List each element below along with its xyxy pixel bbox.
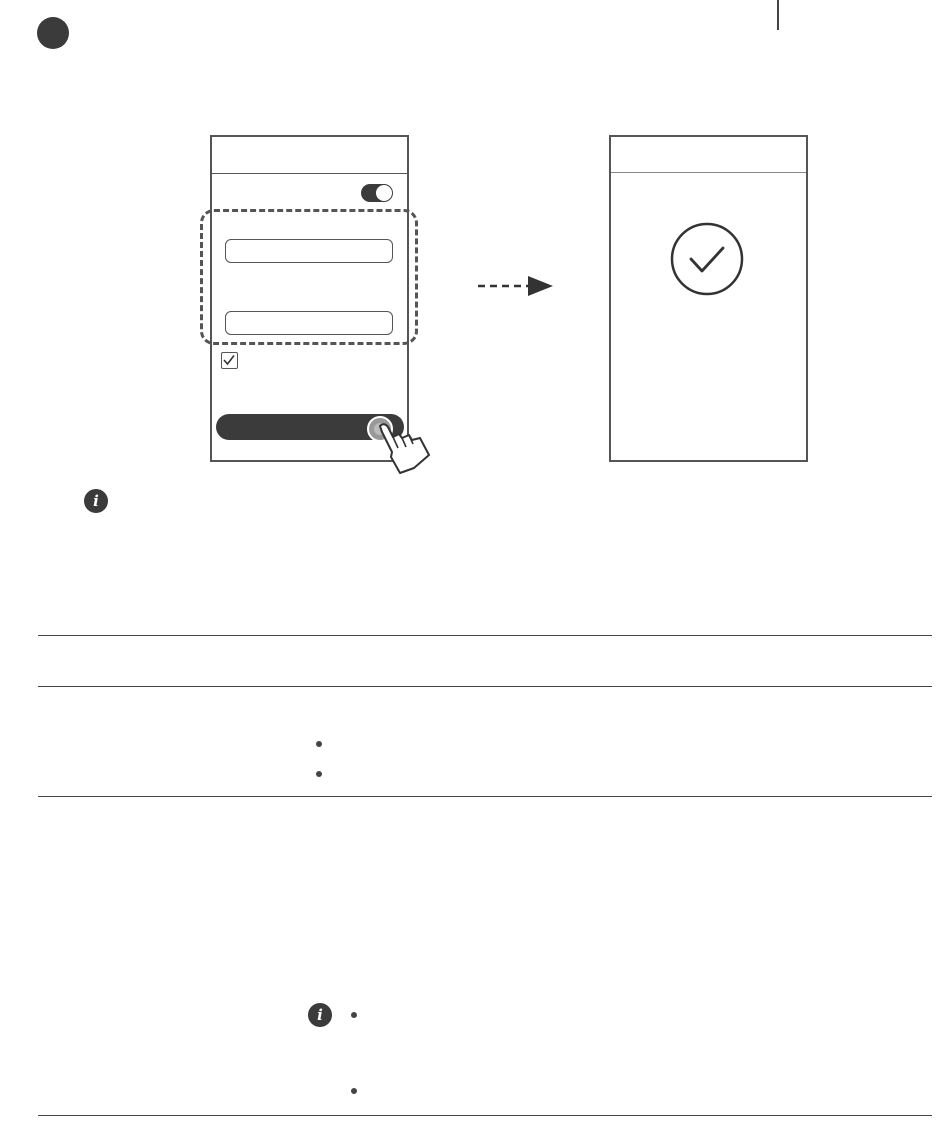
list-bullet <box>316 771 322 777</box>
step-number-badge <box>37 17 69 49</box>
table-row-rule <box>38 796 932 797</box>
info-icon: i <box>84 489 108 513</box>
check-mark-icon <box>222 353 236 367</box>
list-bullet <box>351 1088 357 1094</box>
list-bullet <box>351 1012 357 1018</box>
dashed-right-arrow-icon <box>476 272 556 300</box>
wifi-toggle-switch[interactable] <box>361 184 393 202</box>
divider-line <box>777 0 779 30</box>
table-top-rule <box>38 635 932 636</box>
phone-header-divider <box>611 172 806 173</box>
checkmark-circle-icon <box>669 221 745 297</box>
phone-success-screen <box>609 135 808 462</box>
highlighted-fields-region <box>200 209 418 345</box>
phone-header-divider <box>212 173 407 174</box>
table-bottom-rule <box>38 1115 932 1116</box>
table-header-rule <box>38 686 932 687</box>
tap-hand-icon <box>362 410 434 478</box>
info-icon: i <box>308 1003 332 1027</box>
list-bullet <box>316 741 322 747</box>
toggle-knob <box>376 185 392 201</box>
agree-checkbox[interactable] <box>221 352 238 369</box>
